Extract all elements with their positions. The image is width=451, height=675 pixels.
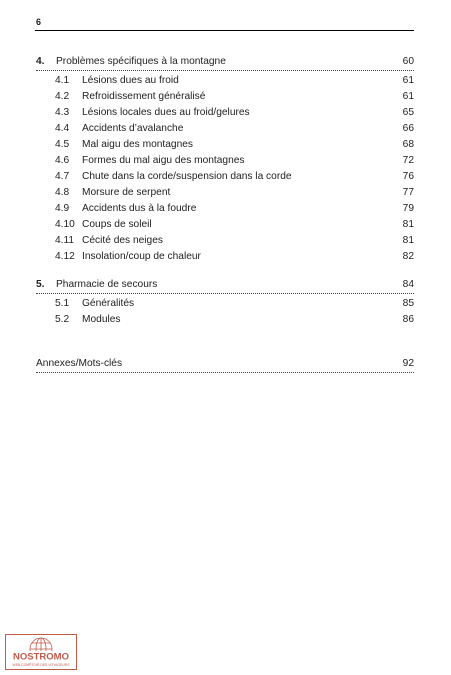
toc-page-number: 81 xyxy=(402,219,414,230)
toc-entry-number: 4.11 xyxy=(55,235,75,246)
svg-text:NOSTROMO: NOSTROMO xyxy=(13,651,69,663)
toc-entry-number: 4.1 xyxy=(55,75,70,86)
toc-page-number: 72 xyxy=(402,155,414,166)
toc-chapter-number: 5. xyxy=(36,279,45,290)
toc-entry-title: Chute dans la corde/suspension dans la corde xyxy=(82,171,292,182)
toc-page-number: 66 xyxy=(402,123,414,134)
toc-entry[interactable] xyxy=(55,312,414,328)
header-rule xyxy=(35,30,414,31)
toc-entry[interactable] xyxy=(55,89,414,105)
toc-entry-number: 4.4 xyxy=(55,123,70,134)
toc-entry[interactable] xyxy=(55,137,414,153)
globe-icon xyxy=(6,635,76,669)
toc-entry-title: Accidents dus à la foudre xyxy=(82,203,197,214)
toc-entry-number: 5.1 xyxy=(55,298,70,309)
toc-chapter-4[interactable] xyxy=(36,54,414,71)
toc-chapter-title: Pharmacie de secours xyxy=(56,279,158,290)
nostromo-logo xyxy=(5,634,77,670)
toc-page-number: 82 xyxy=(402,251,414,262)
toc-entry-number: 4.3 xyxy=(55,107,70,118)
toc-entry[interactable] xyxy=(55,217,414,233)
toc-page-number: 60 xyxy=(402,56,414,67)
toc-entry-title: Formes du mal aigu des montagnes xyxy=(82,155,245,166)
toc-page-number: 92 xyxy=(402,358,414,369)
toc-entry-title: Lésions locales dues au froid/gelures xyxy=(82,107,250,118)
toc-chapter-5[interactable] xyxy=(36,277,414,294)
toc-entry-number: 4.8 xyxy=(55,187,70,198)
toc-entry-number: 4.2 xyxy=(55,91,70,102)
toc-entry[interactable] xyxy=(55,249,414,265)
toc-entry-title: Généralités xyxy=(82,298,135,309)
toc-entry[interactable] xyxy=(55,73,414,89)
toc-page-number: 81 xyxy=(402,235,414,246)
toc-page-number: 65 xyxy=(402,107,414,118)
page-number: 6 xyxy=(36,17,42,27)
toc-entry[interactable] xyxy=(55,121,414,137)
toc-entry[interactable] xyxy=(55,185,414,201)
toc-entry-title: Insolation/coup de chaleur xyxy=(82,251,201,262)
toc-entry-title: Modules xyxy=(82,314,121,325)
toc-entry-title: Cécité des neiges xyxy=(82,235,163,246)
toc-entry-title: Mal aigu des montagnes xyxy=(82,139,193,150)
toc-entry-number: 4.12 xyxy=(55,251,75,262)
toc-entry-number: 4.5 xyxy=(55,139,70,150)
toc-page-number: 61 xyxy=(402,91,414,102)
toc-entry[interactable] xyxy=(55,296,414,312)
toc-entry-number: 4.6 xyxy=(55,155,70,166)
toc-chapter-title: Problèmes spécifiques à la montagne xyxy=(56,56,226,67)
toc-entry-number: 4.9 xyxy=(55,203,70,214)
toc-entry[interactable] xyxy=(55,233,414,249)
toc-page-number: 79 xyxy=(402,203,414,214)
toc-page-number: 68 xyxy=(402,139,414,150)
toc-page-number: 86 xyxy=(402,314,414,325)
toc-entry-title: Morsure de serpent xyxy=(82,187,171,198)
toc-annex-title: Annexes/Mots-clés xyxy=(36,358,123,369)
toc-page-number: 76 xyxy=(402,171,414,182)
toc-entry-title: Accidents d’avalanche xyxy=(82,123,184,134)
toc-entry-title: Refroidissement généralisé xyxy=(82,91,206,102)
toc-page-number: 85 xyxy=(402,298,414,309)
toc-entry-title: Lésions dues au froid xyxy=(82,75,179,86)
toc-entry[interactable] xyxy=(55,201,414,217)
toc-page-number: 84 xyxy=(402,279,414,290)
toc-entry-number: 5.2 xyxy=(55,314,70,325)
toc-entry[interactable] xyxy=(55,105,414,121)
toc-entry-title: Coups de soleil xyxy=(82,219,152,230)
svg-text:WEB COMPTOIR DES VOYAGEURS: WEB COMPTOIR DES VOYAGEURS xyxy=(12,663,70,667)
toc-entry[interactable] xyxy=(55,153,414,169)
toc-entry-number: 4.7 xyxy=(55,171,70,182)
toc-entry-number: 4.10 xyxy=(55,219,75,230)
toc-chapter-number: 4. xyxy=(36,56,45,67)
toc-entry[interactable] xyxy=(55,169,414,185)
toc-page-number: 77 xyxy=(402,187,414,198)
toc-annex[interactable] xyxy=(36,356,414,373)
toc-page-number: 61 xyxy=(402,75,414,86)
